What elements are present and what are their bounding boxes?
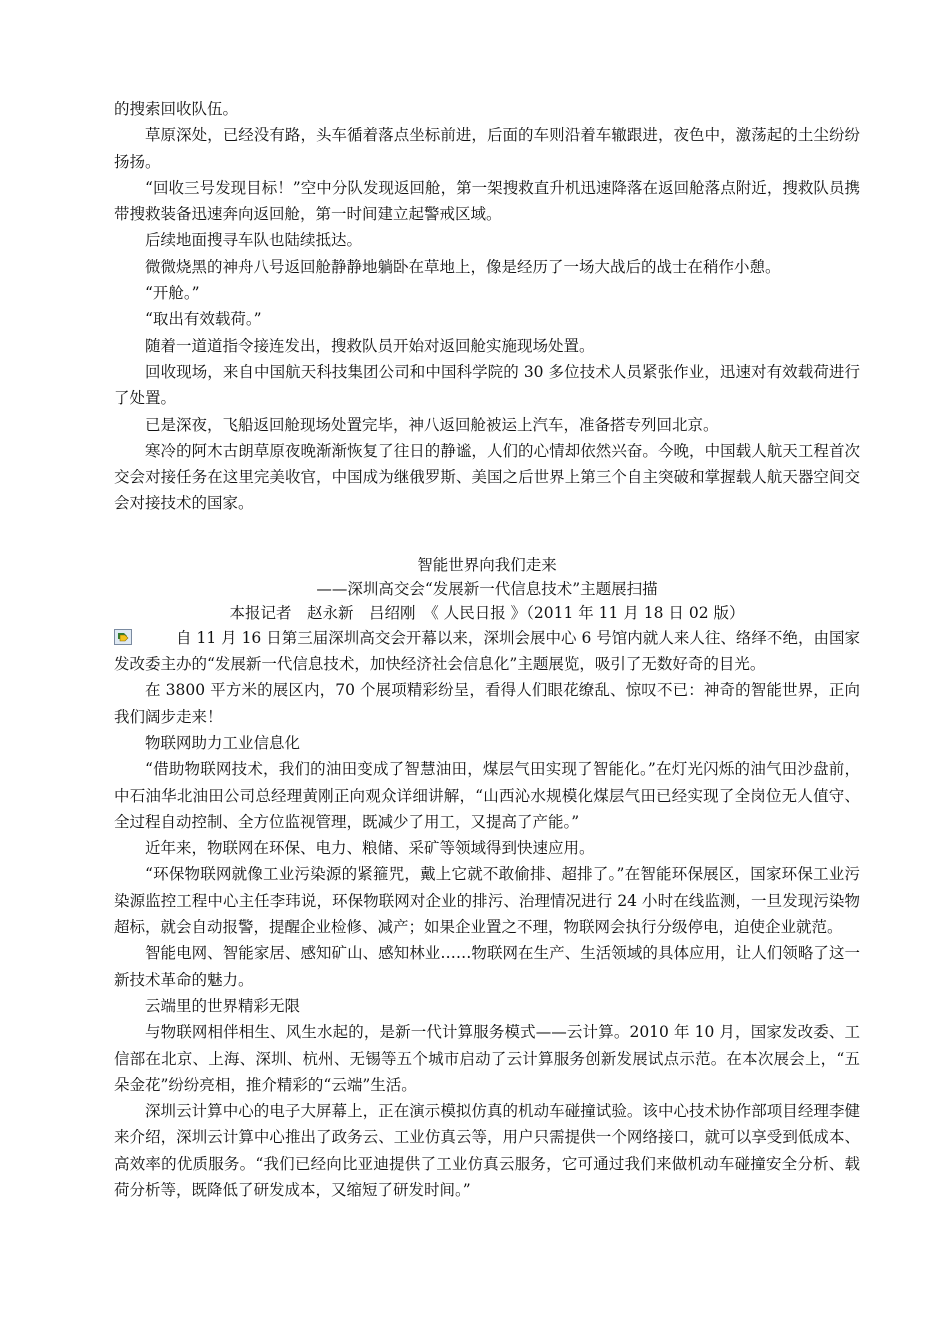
paragraph: 近年来，物联网在环保、电力、粮储、采矿等领域得到快速应用。 <box>145 839 595 858</box>
paragraph: 智能电网、智能家居、感知矿山、感知林业……物联网在生产、生活领域的具体应用，让人们领略了这一新技术革命的魅力。 <box>114 944 860 989</box>
lead-paragraph: 自 11 月 16 日第三届深圳高交会开幕以来，深圳会展中心 6 号馆内就人来人往、络绎不绝，由国家发改委主办的“发展新一代信息技术，加快经济社会信息化”主题展览，吸引了无数好奇的目光。 <box>114 628 860 674</box>
paragraph: 在 3800 平方米的展区内，70 个展项精彩纷呈，看得人们眼花缭乱、惊叹不已：神奇的智能世界，正向我们阔步走来！ <box>114 681 860 726</box>
paragraph: 回收现场，来自中国航天科技集团公司和中国科学院的 30 多位技术人员紧张作业，迅速对有效载荷进行了处置。 <box>114 362 860 408</box>
paragraph: “取出有效载荷。” <box>145 310 262 329</box>
paragraph: “借助物联网技术，我们的油田变成了智慧油田，煤层气田实现了智能化。”在灯光闪烁的油气田沙盘前，中石油华北油田公司总经理黄刚正向观众详细讲解，“山西沁水规模化煤层气田已经实现了全岗位无人值守、全过程自动控制、全方位监视管理，既减少了用工，又提高了产能。” <box>114 760 860 831</box>
section-heading: 云端里的世界精彩无限 <box>145 996 301 1015</box>
section-gap <box>114 543 860 553</box>
article-subtitle: ——深圳高交会“发展新一代信息技术”主题展扫描 <box>316 579 658 598</box>
paragraph: 深圳云计算中心的电子大屏幕上，正在演示模拟仿真的机动车碰撞试验。该中心技术协作部项目经理李健来介绍，深圳云计算中心推出了政务云、工业仿真云等，用户只需提供一个网络接口，就可以享受到低成本、高效率的优质服务。“我们已经向比亚迪提供了工业仿真云服务，它可通过我们来做机动车碰撞安全分析、载荷分析等，既降低了研发成本，又缩短了研发时间。” <box>114 1102 860 1199</box>
lead-paragraph-block <box>114 625 860 678</box>
article-byline: 本报记者 赵永新 吕绍刚 《 人民日报 》（2011 年 11 月 18 日 02 版） <box>229 603 745 622</box>
paragraph: 后续地面搜寻车队也陆续抵达。 <box>145 231 363 250</box>
paragraph: 的搜索回收队伍。 <box>114 100 239 118</box>
paragraph: 与物联网相伴相生、风生水起的，是新一代计算服务模式——云计算。2010 年 10 月，国家发改委、工信部在北京、上海、深圳、杭州、无锡等五个城市启动了云计算服务创新发展试点示范。在本次展会上，“五朵金花”纷纷亮相，推介精彩的“云端”生活。 <box>114 1023 860 1094</box>
document-page <box>114 96 860 1203</box>
paragraph: 草原深处，已经没有路，头车循着落点坐标前进，后面的车则沿着车辙跟进，夜色中，激荡起的土尘纷纷扬扬。 <box>114 126 860 171</box>
section-heading: 物联网助力工业信息化 <box>145 733 301 752</box>
document-link-icon[interactable] <box>114 629 132 645</box>
paragraph: “开舱。” <box>145 284 200 303</box>
paragraph: “回收三号发现目标！”空中分队发现返回舱，第一架搜救直升机迅速降落在返回舱落点附近，搜救队员携带搜救装备迅速奔向返回舱，第一时间建立起警戒区域。 <box>114 178 860 224</box>
paragraph: “环保物联网就像工业污染源的紧箍咒，戴上它就不敢偷排、超排了。”在智能环保展区，国家环保工业污染源监控工程中心主任李玮说，环保物联网对企业的排污、治理情况进行 24 小时在线监测，一旦发现污染物超标，就会自动报警，提醒企业检修、减产；如果企业置之不理，物联网会执行分级停电，迫使企业就范。 <box>114 865 860 937</box>
paragraph: 随着一道道指令接连发出，搜救队员开始对返回舱实施现场处置。 <box>145 336 595 355</box>
section-gap <box>114 517 860 543</box>
paragraph: 已是深夜，飞船返回舱现场处置完毕，神八返回舱被运上汽车，准备搭专列回北京。 <box>145 415 719 434</box>
article-title: 智能世界向我们走来 <box>417 555 557 574</box>
paragraph: 寒冷的阿木古朗草原夜晚渐渐恢复了往日的静谧，人们的心情却依然兴奋。今晚，中国载人航天工程首次交会对接任务在这里完美收官，中国成为继俄罗斯、美国之后世界上第三个自主突破和掌握载人航天器空间交会对接技术的国家。 <box>114 441 860 513</box>
paragraph: 微微烧黑的神舟八号返回舱静静地躺卧在草地上，像是经历了一场大战后的战士在稍作小憩。 <box>145 257 781 276</box>
